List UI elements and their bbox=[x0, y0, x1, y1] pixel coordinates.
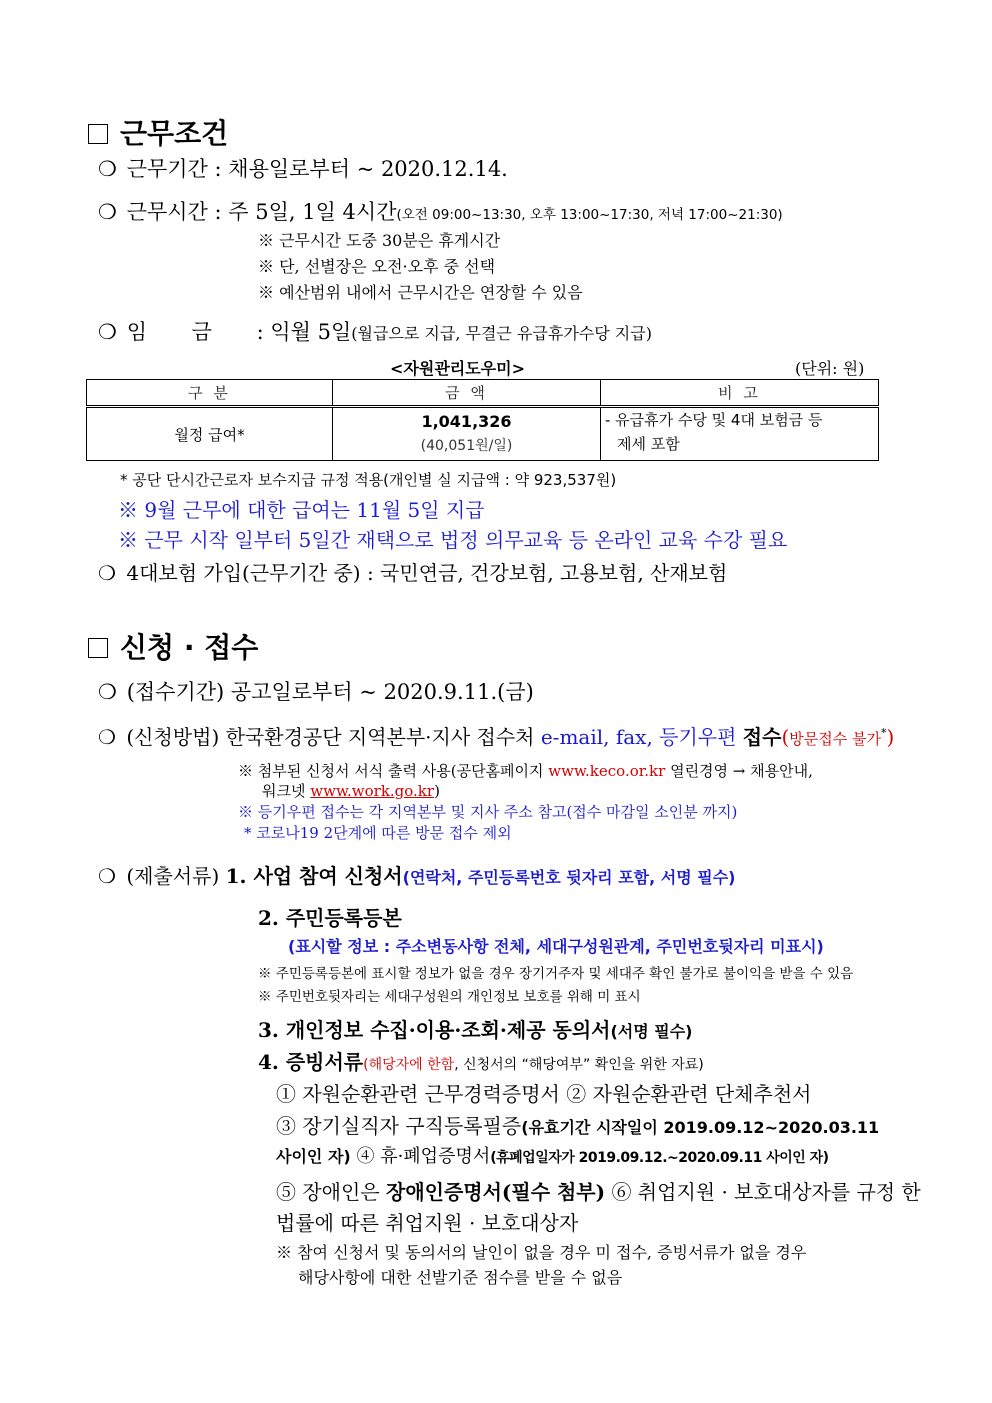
hours-note: ※ 예산범위 내에서 근무시간은 연장할 수 있음 bbox=[258, 283, 583, 302]
doc-item-3: 3. 개인정보 수집·이용·조회·제공 동의서(서명 필수) bbox=[258, 1018, 693, 1042]
table-header: 금 액 bbox=[333, 380, 601, 407]
blue-note: ※ 9월 근무에 대한 급여는 11월 5일 지급 bbox=[118, 498, 485, 522]
evidence-line-6: 법률에 따른 취업지원 · 보호대상자 bbox=[276, 1211, 579, 1235]
circle-bullet-icon: ❍ bbox=[98, 320, 117, 344]
application-period-line: ❍ (접수기간) 공고일로부터 ~ 2020.9.11.(금) bbox=[98, 680, 534, 704]
wage-line: ❍ 임 금 : 익월 5일(월급으로 지급, 무결근 유급휴가수당 지급) bbox=[98, 320, 652, 344]
table-header: 비 고 bbox=[601, 380, 879, 407]
salary-footnote: * 공단 단시간근로자 보수지급 규정 적용(개인별 실 지급액 : 약 923,537원) bbox=[120, 471, 617, 489]
table-row bbox=[87, 407, 879, 461]
checkbox-square-icon bbox=[88, 638, 108, 658]
method-note-1b: 워크넷 www.work.go.kr) bbox=[262, 782, 440, 800]
hours-note: ※ 단, 선별장은 오전·오후 중 선택 bbox=[258, 257, 496, 276]
insurance-line: ❍ 4대보험 가입(근무기간 중) : 국민연금, 건강보험, 고용보험, 산재보험 bbox=[98, 561, 728, 585]
salary-table bbox=[86, 379, 879, 461]
method-note-2: ※ 등기우편 접수는 각 지역본부 및 지사 주소 참고(접수 마감일 소인분 까지) bbox=[238, 803, 738, 821]
salary-amount-daily: (40,051원/일) bbox=[420, 438, 513, 454]
final-note: ※ 참여 신청서 및 동의서의 날인이 없을 경우 미 접수, 증빙서류가 없을 경우 bbox=[276, 1243, 807, 1262]
table-header: 구 분 bbox=[87, 380, 333, 407]
evidence-line-3: ③ 장기실직자 구직등록필증(유효기간 시작일이 2019.09.12~2020.03.11 bbox=[276, 1114, 880, 1138]
evidence-line-5: ⑤ 장애인은 장애인증명서(필수 첨부) ⑥ 취업지원 · 보호대상자를 규정 한 bbox=[276, 1180, 921, 1204]
application-method-line: ❍ (신청방법) 한국환경공단 지역본부·지사 접수처 e-mail, fax, 등기우편 접수(방문접수 불가*) bbox=[98, 725, 895, 749]
doc-item-4: 4. 증빙서류(해당자에 한함, 신청서의 “해당여부” 확인을 위한 자료) bbox=[258, 1050, 704, 1074]
worknet-url[interactable]: www.work.go.kr bbox=[310, 782, 435, 800]
circle-bullet-icon: ❍ bbox=[98, 200, 117, 224]
checkbox-square-icon bbox=[88, 124, 108, 144]
section-title-work-conditions: 근무조건 bbox=[88, 112, 228, 152]
method-note-3: * 코로나19 2단계에 따른 방문 접수 제외 bbox=[244, 824, 512, 842]
section-title-application: 신청 · 접수 bbox=[88, 626, 258, 666]
circle-bullet-icon: ❍ bbox=[98, 864, 116, 888]
circle-bullet-icon: ❍ bbox=[98, 680, 117, 704]
keco-url[interactable]: www.keco.or.kr bbox=[548, 762, 666, 780]
doc-item-2-sub: ※ 주민번호뒷자리는 세대구성원의 개인정보 보호를 위해 미 표시 bbox=[258, 989, 641, 1005]
documents-line: ❍ (제출서류) 1. 사업 참여 신청서(연락처, 주민등록번호 뒷자리 포함, 서명 필수) bbox=[98, 864, 736, 888]
blue-note: ※ 근무 시작 일부터 5일간 재택으로 법정 의무교육 등 온라인 교육 수강 필요 bbox=[118, 528, 788, 552]
salary-amount: 1,041,326 bbox=[421, 412, 512, 431]
final-note: 해당사항에 대한 선발기준 점수를 받을 수 없음 bbox=[298, 1268, 623, 1287]
doc-item-2: 2. 주민등록등본 bbox=[258, 906, 402, 930]
doc-item-2-note: (표시할 정보 : 주소변동사항 전체, 세대구성원관계, 주민번호뒷자리 미표시) bbox=[288, 937, 824, 956]
salary-amount-cell bbox=[333, 407, 601, 461]
circle-bullet-icon: ❍ bbox=[98, 725, 116, 749]
work-period-line: ❍ 근무기간 : 채용일로부터 ~ 2020.12.14. bbox=[98, 157, 508, 181]
method-note-1: ※ 첨부된 신청서 서식 출력 사용(공단홈페이지 www.keco.or.kr 열린경영 → 채용안내, bbox=[238, 762, 813, 780]
evidence-line-4: 사이인 자) ④ 휴·폐업증명서(휴폐업일자가 2019.09.12.~2020.09.11 사이인 자) bbox=[276, 1146, 829, 1167]
evidence-line-1: ① 자원순환관련 근무경력증명서 ② 자원순환관련 단체추천서 bbox=[276, 1082, 812, 1106]
hours-note: ※ 근무시간 도중 30분은 휴게시간 bbox=[258, 231, 501, 250]
salary-remark: - 유급휴가 수당 및 4대 보험금 등 제세 포함 bbox=[601, 407, 879, 461]
doc-item-2-sub: ※ 주민등록등본에 표시할 정보가 없을 경우 장기거주자 및 세대주 확인 불가로 불이익을 받을 수 있음 bbox=[258, 966, 854, 982]
table-caption: <자원관리도우미> bbox=[390, 359, 526, 378]
salary-category: 월정 급여* bbox=[87, 407, 333, 461]
circle-bullet-icon: ❍ bbox=[98, 157, 117, 181]
work-hours-line: ❍ 근무시간 : 주 5일, 1일 4시간(오전 09:00~13:30, 오후 13:00~17:30, 저녁 17:00~21:30) bbox=[98, 200, 783, 224]
table-unit: (단위: 원) bbox=[795, 359, 865, 378]
circle-bullet-icon: ❍ bbox=[98, 561, 116, 585]
